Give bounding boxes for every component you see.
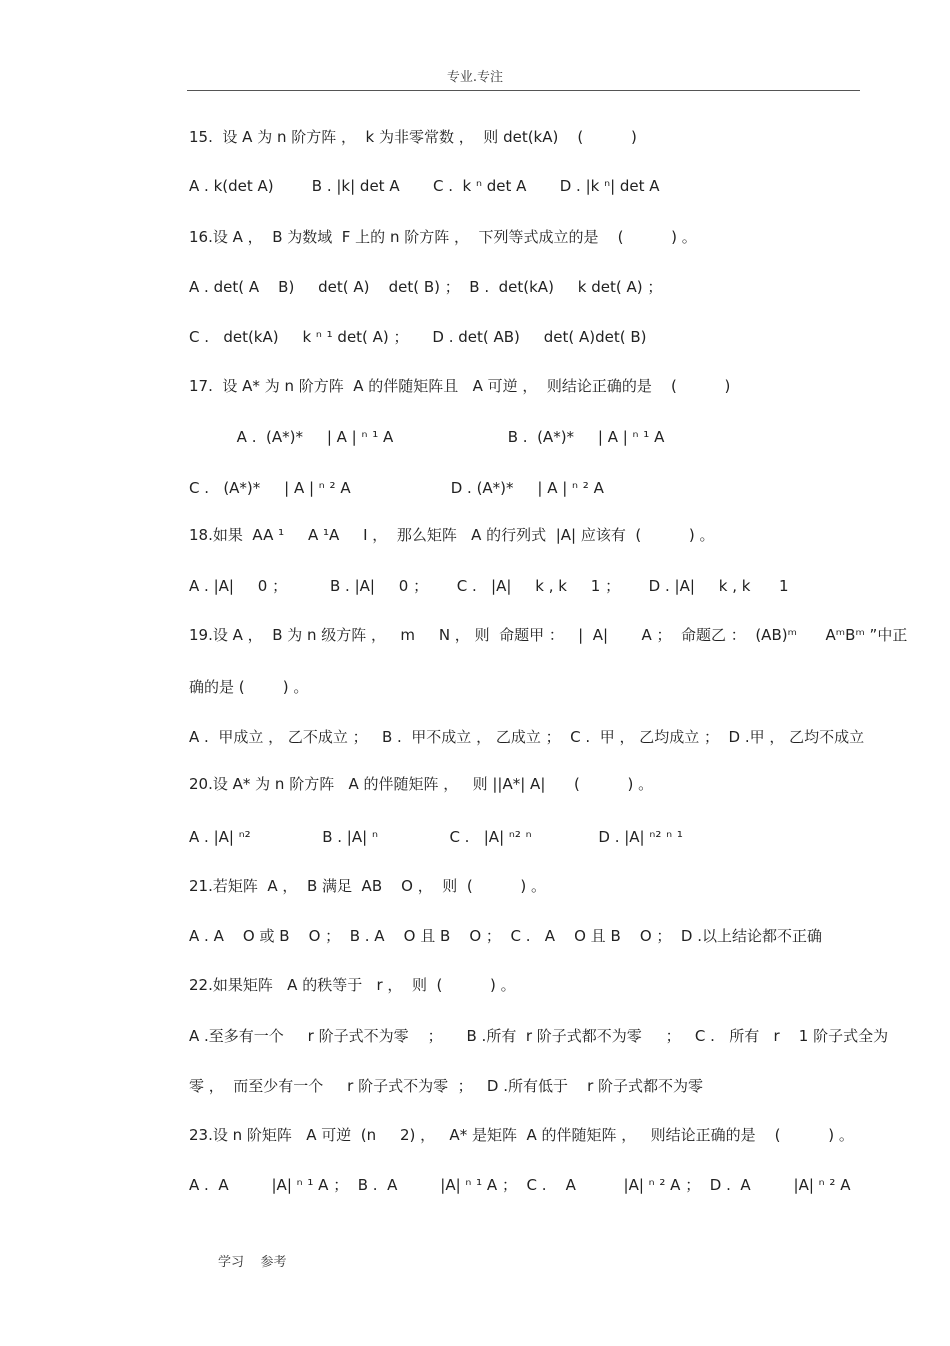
q23-options: A . A |A| ⁿ ¹ A ； B . A |A| ⁿ ¹ A ； C . A |A| ⁿ ² A ； D . A |A| ⁿ ² A — [189, 1176, 851, 1194]
q19-options: A . 甲成立 ， 乙不成立 ； B . 甲不成立 ， 乙成立 ； C . 甲 ， 乙均成立 ； D .甲 ， 乙均不成立 — [189, 728, 865, 746]
page-footer: 学习 参考 — [218, 1255, 287, 1270]
q17-options-cd: C . (A*)* | A | ⁿ ² A D . (A*)* | A | ⁿ ² A — [189, 479, 604, 497]
q22-stem: 22.如果矩阵 A 的秩等于 r ， 则 ( ) 。 — [189, 976, 516, 994]
q17-options-ab: A . (A*)* | A | ⁿ ¹ A B . (A*)* | A | ⁿ ¹ A — [189, 428, 665, 446]
page-header: 专业.专注 — [446, 70, 504, 85]
q21-stem: 21.若矩阵 A ， B 满足 AB O ， 则 ( ) 。 — [189, 877, 546, 895]
q18-options: A . |A| 0 ； B . |A| 0 ； C . |A| k , k 1 ； D . |A| k , k 1 — [189, 577, 789, 595]
q20-options: A . |A| ⁿ² B . |A| ⁿ C . |A| ⁿ² ⁿ D . |A| ⁿ² ⁿ ¹ — [189, 828, 683, 846]
q18-stem: 18.如果 AA ¹ A ¹A I ， 那么矩阵 A 的行列式 |A| 应该有 ( ) 。 — [189, 526, 715, 544]
q22-options: A .至多有一个 r 阶子式不为零 ； B .所有 r 阶子式都不为零 ； C . 所有 r 1 阶子式全为 — [189, 1027, 889, 1045]
q19-stem-cont: 确的是 ( ) 。 — [189, 678, 309, 696]
q16-options-cd: C . det(kA) k ⁿ ¹ det( A) ； D . det( AB) det( A)det( B) — [189, 328, 647, 346]
q16-options-ab: A . det( A B) det( A) det( B) ； B . det(kA) k det( A) ； — [189, 278, 663, 296]
q19-stem: 19.设 A ， B 为 n 级方阵 ， m N ， 则 命题甲 ： | A| A ； 命题乙 ： (AB)ᵐ AᵐBᵐ ”中正 — [189, 626, 908, 644]
q22-options-cont: 零 ， 而至少有一个 r 阶子式不为零 ； D .所有低于 r 阶子式都不为零 — [189, 1077, 704, 1095]
q20-stem: 20.设 A* 为 n 阶方阵 A 的伴随矩阵 ， 则 ||A*| A| ( ) 。 — [189, 775, 654, 793]
q23-stem: 23.设 n 阶矩阵 A 可逆 (n 2) ， A* 是矩阵 A 的伴随矩阵 ， 则结论正确的是 ( ) 。 — [189, 1126, 854, 1144]
header-rule — [187, 90, 860, 91]
q15-stem: 15. 设 A 为 n 阶方阵 ， k 为非零常数 ， 则 det(kA) ( ) — [189, 128, 637, 146]
q21-options: A . A O 或 B O ； B . A O 且 B O ； C . A O 且 B O ； D .以上结论都不正确 — [189, 927, 823, 945]
q15-options: A . k(det A) B . |k| det A C . k ⁿ det A D . |k ⁿ| det A — [189, 177, 660, 195]
q16-stem: 16.设 A ， B 为数域 F 上的 n 阶方阵 ， 下列等式成立的是 ( ) 。 — [189, 228, 697, 246]
q17-stem: 17. 设 A* 为 n 阶方阵 A 的伴随矩阵且 A 可逆 ， 则结论正确的是 ( ) — [189, 377, 731, 395]
